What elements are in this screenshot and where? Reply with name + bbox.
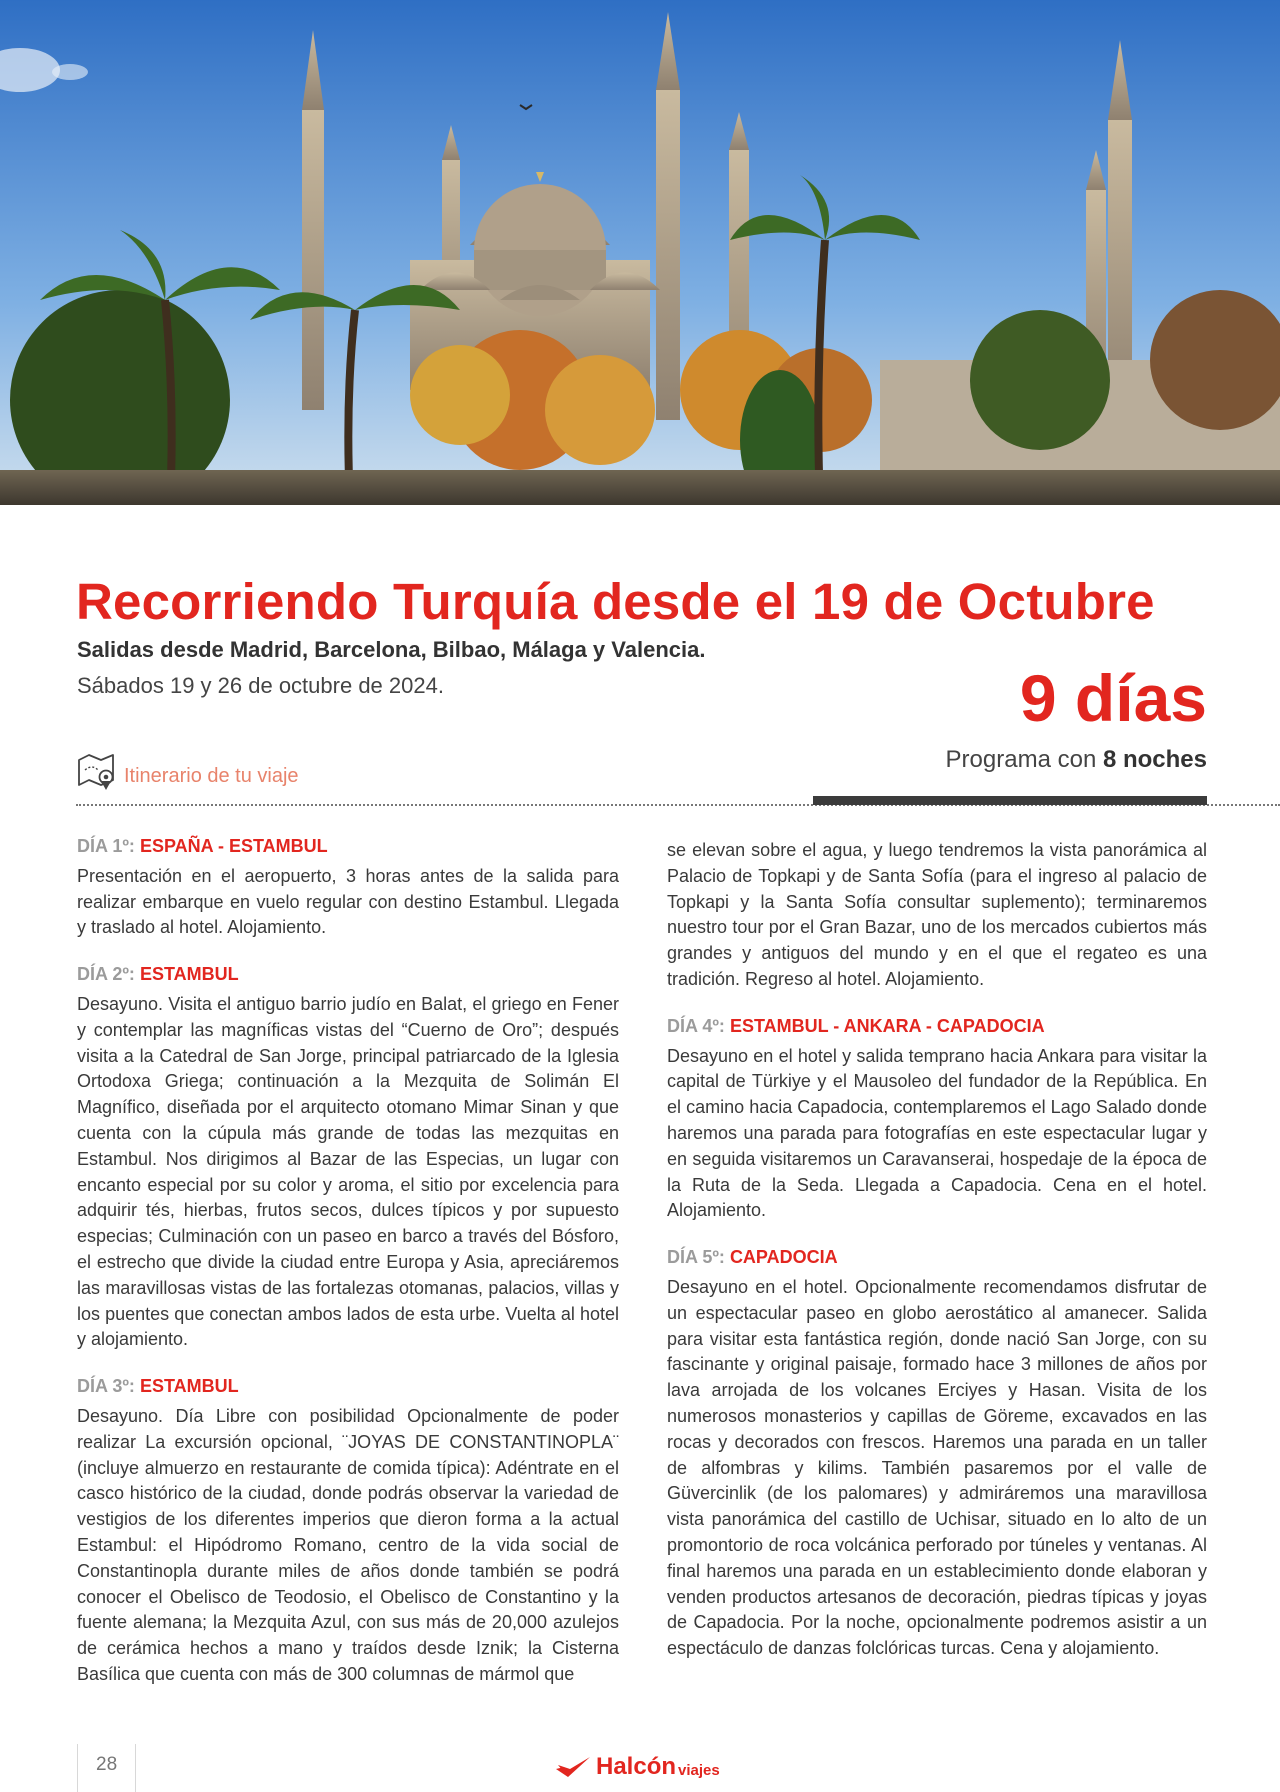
duration-bar bbox=[813, 796, 1207, 805]
day-1-place: ESPAÑA - ESTAMBUL bbox=[139, 836, 328, 856]
day-4 bbox=[667, 1014, 1207, 1224]
footer-divider-left bbox=[77, 1744, 78, 1792]
trip-duration: 9 días bbox=[1019, 661, 1207, 735]
departures-info: Salidas desde Madrid, Barcelona, Bilbao, Málaga y Valencia. bbox=[77, 637, 706, 662]
page-number: 28 bbox=[96, 1754, 118, 1775]
blue-mosque-illustration bbox=[0, 0, 1280, 505]
day-1-text: Presentación en el aeropuerto, 3 horas antes de la salida para realizar embarque en vuelo regular con destino Estambul. Llegada y traslado al hotel. Alojamiento. bbox=[77, 865, 619, 938]
day-3-continuation-text: se elevan sobre el agua, y luego tendremos la vista panorámica al Palacio de Topkapi y de Santa Sofía (para el ingreso al palacio de Topkapi y la Santa Sofía consultar suplemento); terminaremos nuestro tour por el Gran Bazar, uno de los mercados cubiertos más grandes y antiguos del mundo y en el que el regateo es una tradición. Regreso al hotel. Alojamiento. bbox=[667, 840, 1207, 989]
program-prefix: Programa con bbox=[945, 746, 1103, 773]
day-1-heading bbox=[77, 834, 619, 860]
day-4-heading bbox=[667, 1014, 1207, 1040]
halcon-bird-icon bbox=[556, 1755, 592, 1781]
day-5-label: DÍA 5º: bbox=[667, 1247, 725, 1268]
day-5-heading bbox=[667, 1245, 1207, 1271]
day-2-place: ESTAMBUL bbox=[139, 964, 239, 985]
footer-divider-right bbox=[135, 1744, 136, 1792]
day-3-continued bbox=[667, 838, 1207, 993]
day-5 bbox=[667, 1245, 1207, 1662]
day-1 bbox=[77, 834, 619, 941]
itinerary-header bbox=[76, 750, 299, 792]
itinerary-right-column bbox=[667, 838, 1207, 1683]
logo-main-text: Halcón bbox=[596, 1753, 677, 1780]
day-3-heading bbox=[77, 1374, 619, 1400]
day-2-text: Desayuno. Visita el antiguo barrio judío en Balat, el griego en Fener y contemplar las magníficas vistas del “Cuerno de Oro”; después visita a la Catedral de San Jorge, principal patriarcado de la Iglesia Ortodoxa Griega; continuación a la Mezquita de Solimán El Magnífico, diseñada por el arquitecto otomano Mimar Sinan y que cuenta con la cúpula más grande de todas las mezquitas en Estambul. Nos dirigimos al Bazar de las Especias, un lugar con encanto especial por su color y aroma, el sitio por excelencia para adquirir tés, hierbas, frutos secos, dulces típicos y por supuesto especias; Culminación con un paseo en barco a través del Bósforo, el estrecho que divide la ciudad entre Europa y Asia, apreciáremos las maravillosas vistas de las fortalezas otomanas, palacios, villas y los puentes que conectan ambos lados de esta urbe. Vuelta al hotel y alojamiento. bbox=[77, 993, 619, 1350]
logo-sub-text: viajes bbox=[678, 1762, 720, 1779]
day-5-place: CAPADOCIA bbox=[729, 1247, 838, 1268]
itinerary-left-column bbox=[77, 834, 619, 1709]
halcon-viajes-logo bbox=[556, 1753, 720, 1781]
map-pin-icon bbox=[76, 750, 118, 792]
day-2-label: DÍA 2º: bbox=[77, 964, 135, 985]
day-5-text: Desayuno en el hotel. Opcionalmente recomendamos disfrutar de un espectacular paseo en globo aerostático al amanecer. Salida para visitar esta fantástica región, donde nació San Jorge, con su fascinante y original paisaje, formado hace 3 millones de años por lava arrojada de los volcanes Erciyes y Hasan. Visita de los numerosos monasterios y capillas de Göreme, excavados en las rocas y decorados con frescos. Haremos una parada en un taller de alfombras y kilims. También pasaremos por el valle de Güvercinlik (de los palomares) y admiráremos una maravillosa vista panorámica del castillo de Uchisar, situado en lo alto de un promontorio de roca volcánica perforado por túneles y ventanas. Al final haremos una parada en un establecimiento donde elaboran y venden productos artesanos de decoración, piedras típicas y joyas de Capadocia. Por la noche, opcionalmente podremos asistir a un espectáculo de danzas folclóricas turcas. Cena y alojamiento. bbox=[667, 1276, 1207, 1659]
day-4-text: Desayuno en el hotel y salida temprano hacia Ankara para visitar la capital de Türkiye y el Mausoleo del fundador de la República. En el camino hacia Capadocia, contemplaremos el Lago Salado donde haremos una parada para fotografías en este espectacular lugar y en seguida visitaremos un Caravanserai, hospedaje de la época de la Ruta de la Seda. Llegada a Capadocia. Cena en el hotel. Alojamiento. bbox=[667, 1045, 1207, 1221]
day-3-text: Desayuno. Día Libre con posibilidad Opcionalmente de poder realizar La excursión opcional, ¨JOYAS DE CONSTANTINOPLA¨ (incluye almuerzo en restaurante de comida típica): Adéntrate en el casco histórico de la ciudad, donde podrás observar la variedad de vestigios de los diferentes imperios que dieron forma a la actual Estambul: el Hipódromo Romano, centro de la vida social de Constantinopla durante miles de años donde también se podrá conocer el Obelisco de Teodosio, el Obelisco de Constantino y la fuente alemana; la Mezquita Azul, con sus más de 20,000 azulejos de cerámica hechos a mano y traídos desde Iznik; la Cisterna Basílica que cuenta con más de 300 columnas de mármol que bbox=[77, 1405, 619, 1684]
day-4-place: ESTAMBUL - ANKARA - CAPADOCIA bbox=[729, 1015, 1045, 1036]
day-1-label: DÍA 1º: bbox=[77, 836, 135, 856]
day-2-heading bbox=[77, 962, 619, 988]
day-2 bbox=[77, 962, 619, 1353]
hero-image bbox=[0, 0, 1280, 505]
program-nights bbox=[946, 746, 1207, 774]
nights-count: 8 noches bbox=[1102, 746, 1207, 773]
itinerary-label: Itinerario de tu viaje bbox=[124, 764, 299, 787]
day-3 bbox=[77, 1374, 619, 1688]
day-3-label: DÍA 3º: bbox=[77, 1376, 135, 1397]
day-4-label: DÍA 4º: bbox=[667, 1015, 725, 1036]
departure-dates: Sábados 19 y 26 de octubre de 2024. bbox=[77, 673, 444, 698]
page-title: Recorriendo Turquía desde el 19 de Octubre bbox=[76, 573, 1155, 631]
day-3-place: ESTAMBUL bbox=[139, 1376, 239, 1397]
